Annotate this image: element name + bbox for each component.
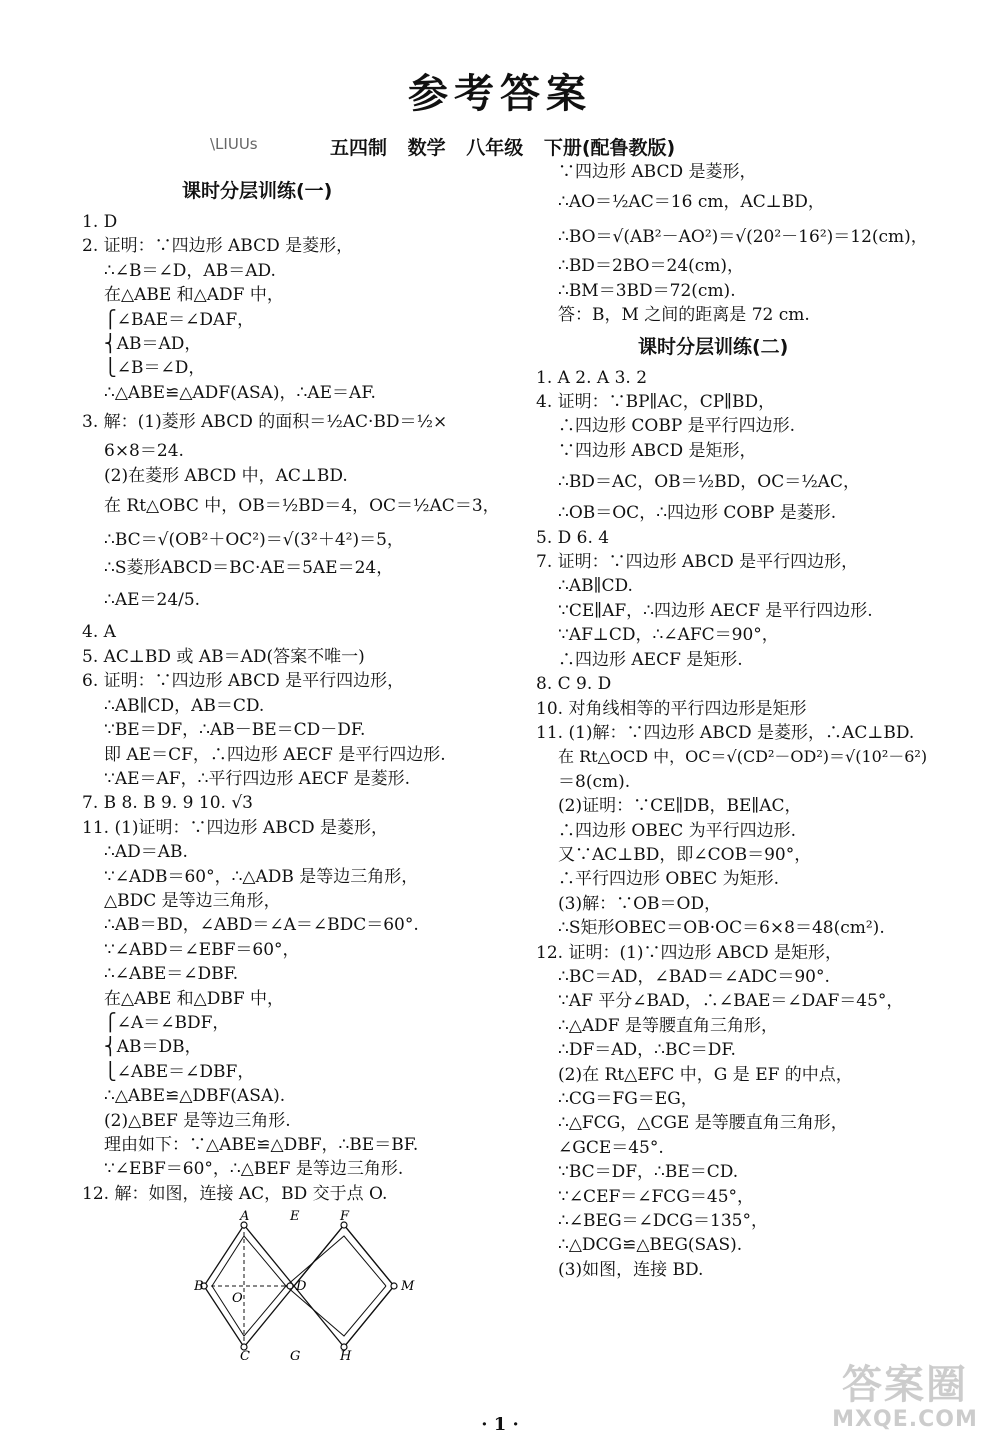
answer-line: ∴BD＝2BO＝24(cm)，: [558, 256, 745, 277]
answer-line: ∵∠ADB＝60°，∴△ADB 是等边三角形，: [104, 866, 419, 887]
answer-line: ∴OB＝OC，∴四边形 COBP 是菱形.: [558, 503, 837, 524]
answer-line: ∠GCE＝45°.: [558, 1137, 664, 1158]
answer-line: (2)证明：∵CE∥DB，BE∥AC，: [558, 796, 802, 817]
watermark-top: 答案圈: [842, 1362, 968, 1408]
answer-line: △BDC 是等边三角形，: [104, 890, 281, 911]
answer-line: ⎩∠ABE＝∠DBF，: [104, 1061, 255, 1082]
answer-line: ∴BO＝√(AB²－AO²)＝√(20²－16²)＝12(cm)，: [558, 227, 928, 248]
label-g: G: [290, 1349, 301, 1361]
answer-line: 7. B 8. B 9. 9 10. √3: [82, 793, 253, 814]
answer-line: ∴平行四边形 OBEC 为矩形.: [558, 869, 780, 890]
answer-line: (2)△BEF 是等边三角形.: [104, 1110, 291, 1131]
answer-line: 8. C 9. D: [536, 674, 612, 695]
answer-line: 又∵AC⊥BD，即∠COB＝90°，: [558, 844, 812, 865]
answer-line: ∵四边形 ABCD 是菱形，: [558, 162, 757, 182]
answer-line: 6. 证明：∵四边形 ABCD 是平行四边形，: [82, 671, 405, 692]
right-continued-lines: [536, 160, 956, 328]
answer-line: 4. A: [82, 622, 116, 643]
answer-line: ∴四边形 AECF 是矩形.: [558, 649, 743, 670]
answer-line: ∴BC＝AD，∠BAD＝∠ADC＝90°.: [558, 966, 830, 987]
answer-line: 5. AC⊥BD 或 AB＝AD(答案不唯一): [82, 646, 365, 667]
answer-line: ∵BC＝DF，∴BE＝CD.: [558, 1162, 739, 1183]
answer-line: 12. 解：如图，连接 AC，BD 交于点 O.: [82, 1183, 388, 1204]
chain-outline-top: [204, 1225, 394, 1286]
answer-line: 在 Rt△OBC 中，OB＝½BD＝4，OC＝½AC＝3，: [104, 496, 500, 517]
answer-line: (3)如图，连接 BD.: [558, 1259, 704, 1280]
answer-line: ⎨AB＝DB，: [104, 1037, 202, 1058]
label-f: F: [340, 1210, 350, 1225]
answer-line: ∵AF 平分∠BAD，∴∠BAE＝∠DAF＝45°，: [558, 991, 904, 1012]
answer-line: ∴AB∥CD.: [558, 576, 633, 597]
section-heading-2: 课时分层训练(二): [638, 335, 789, 358]
label-e: E: [290, 1210, 300, 1225]
answer-line: 12. 证明：(1)∵四边形 ABCD 是矩形，: [536, 942, 843, 963]
label-o: O: [232, 1291, 243, 1307]
answer-line: ∴△ADF 是等腰直角三角形，: [558, 1015, 778, 1036]
answer-line: ∴△FCG，△CGE 是等腰直角三角形，: [558, 1113, 848, 1134]
answer-line: ∴∠B＝∠D，AB＝AD.: [104, 260, 276, 281]
watermark-bottom: MXQE.COM: [832, 1407, 978, 1432]
answer-line: ⎨AB＝AD，: [104, 334, 202, 355]
answer-line: 11. (1)解：∵四边形 ABCD 是菱形，∴AC⊥BD.: [536, 722, 915, 743]
answer-line: (2)在 Rt△EFC 中，G 是 EF 的中点，: [558, 1064, 853, 1085]
answer-line: ∴CG＝FG＝EG，: [558, 1089, 698, 1109]
answer-line: 1. D: [82, 212, 118, 232]
left-answer-lines: [82, 210, 507, 1206]
answer-line: ∴BD＝AC，OB＝½BD，OC＝½AC，: [558, 472, 860, 493]
answer-line: 在△ABE 和△DBF 中，: [104, 988, 285, 1009]
answer-line: ∵BE＝DF，∴AB－BE＝CD－DF.: [104, 720, 366, 741]
label-d: D: [296, 1279, 307, 1295]
label-a: A: [240, 1210, 250, 1225]
answer-line: ∴BC＝√(OB²＋OC²)＝√(3²＋4²)＝5，: [104, 530, 404, 551]
answer-line: 5. D 6. 4: [536, 527, 610, 548]
answer-line: (3)解：∵OB＝OD，: [558, 893, 722, 914]
answer-line: ＝8(cm).: [558, 771, 631, 792]
answer-line: ∴AB＝BD，∠ABD＝∠A＝∠BDC＝60°.: [104, 915, 419, 936]
section-heading-1: 课时分层训练(一): [182, 180, 333, 202]
answer-line: ∵∠CEF＝∠FCG＝45°，: [558, 1186, 755, 1207]
answer-line: 7. 证明：∵四边形 ABCD 是平行四边形，: [536, 552, 859, 573]
answer-line: ∵AF⊥CD，∴∠AFC＝90°，: [558, 625, 779, 646]
chain-outline-top2: [294, 1225, 344, 1286]
answer-line: ∵CE∥AF，∴四边形 AECF 是平行四边形.: [558, 600, 873, 621]
answer-line: 理由如下：∵△ABE≌△DBF，∴BE＝BF.: [104, 1135, 419, 1155]
answer-line: ∵四边形 ABCD 是矩形，: [558, 440, 757, 461]
answer-line: ∴AO＝½AC＝16 cm，AC⊥BD，: [558, 192, 825, 213]
answer-line: ⎧∠A＝∠BDF，: [104, 1012, 230, 1033]
answer-line: ∴四边形 OBEC 为平行四边形.: [558, 820, 797, 841]
answer-line: 答：B，M 之间的距离是 72 cm.: [558, 305, 810, 326]
answer-line: ∴AE＝24/5.: [104, 590, 201, 611]
watermark-logo: [830, 1362, 980, 1442]
answer-line: ∴△ABE≌△DBF(ASA).: [104, 1086, 286, 1107]
answer-line: ∵∠ABD＝∠EBF＝60°，: [104, 939, 300, 960]
answer-line: 10. 对角线相等的平行四边形是矩形: [536, 698, 807, 719]
answer-line: ∴S菱形ABCD＝BC·AE＝5AE＝24，: [104, 558, 394, 579]
answer-line: ∴AD＝AB.: [104, 842, 188, 863]
right-answer-lines: [536, 366, 956, 1283]
book-subtitle: 五四制 数学 八年级 下册(配鲁教版): [330, 137, 676, 159]
answer-line: 在△ABE 和△ADF 中，: [104, 285, 284, 306]
answer-line: ⎩∠B＝∠D，: [104, 358, 206, 379]
answer-line: ∴AB∥CD，AB＝CD.: [104, 695, 265, 716]
answer-line: 1. A 2. A 3. 2: [536, 367, 648, 388]
answer-line: 即 AE＝CF，∴四边形 AECF 是平行四边形.: [104, 744, 446, 765]
answer-line: ⎧∠BAE＝∠DAF，: [104, 309, 255, 330]
answer-line: 在 Rt△OCD 中，OC＝√(CD²－OD²)＝√(10²－6²): [558, 747, 928, 767]
right-column: [536, 160, 956, 1282]
answer-line: ∴四边形 COBP 是平行四边形.: [558, 416, 796, 437]
answer-line: ∴△DCG≌△BEG(SAS).: [558, 1235, 743, 1256]
left-column: [82, 172, 507, 1360]
joint-d: [287, 1283, 293, 1289]
label-c: C: [240, 1349, 250, 1361]
scan-mark: \LIUUs: [210, 135, 258, 153]
label-m: M: [401, 1279, 415, 1295]
answer-line: ∴∠ABE＝∠DBF.: [104, 964, 239, 985]
answer-line: ∴BM＝3BD＝72(cm).: [558, 280, 736, 301]
answer-line: 2. 证明：∵四边形 ABCD 是菱形，: [82, 236, 354, 257]
answer-line: ∵AE＝AF，∴平行四边形 AECF 是菱形.: [104, 768, 411, 789]
answer-line: ∵∠EBF＝60°，∴△BEF 是等边三角形.: [104, 1159, 404, 1180]
answer-line: 4. 证明：∵BP∥AC，CP∥BD，: [536, 392, 776, 413]
answer-line: 3. 解：(1)菱形 ABCD 的面积＝½AC·BD＝½×: [82, 412, 448, 433]
answer-line: (2)在菱形 ABCD 中，AC⊥BD.: [104, 465, 348, 486]
page-number: · 1 ·: [481, 1414, 519, 1435]
label-h: H: [340, 1349, 352, 1361]
answer-line: 6×8＝24.: [104, 441, 184, 462]
answer-line: ∴∠BEG＝∠DCG＝135°，: [558, 1211, 768, 1232]
joint-m: [391, 1283, 397, 1289]
page-title: 参考答案: [408, 71, 592, 117]
answer-line: ∴△ABE≌△ADF(ASA)，∴AE＝AF.: [104, 382, 376, 403]
answer-line: 11. (1)证明：∵四边形 ABCD 是菱形，: [82, 817, 389, 838]
answer-line: ∴DF＝AD，∴BC＝DF.: [558, 1040, 736, 1061]
rhombus-chain-diagram: [194, 1210, 434, 1360]
answer-line: ∴S矩形OBEC＝OB·OC＝6×8＝48(cm²).: [558, 918, 885, 939]
label-b: B: [194, 1279, 204, 1295]
